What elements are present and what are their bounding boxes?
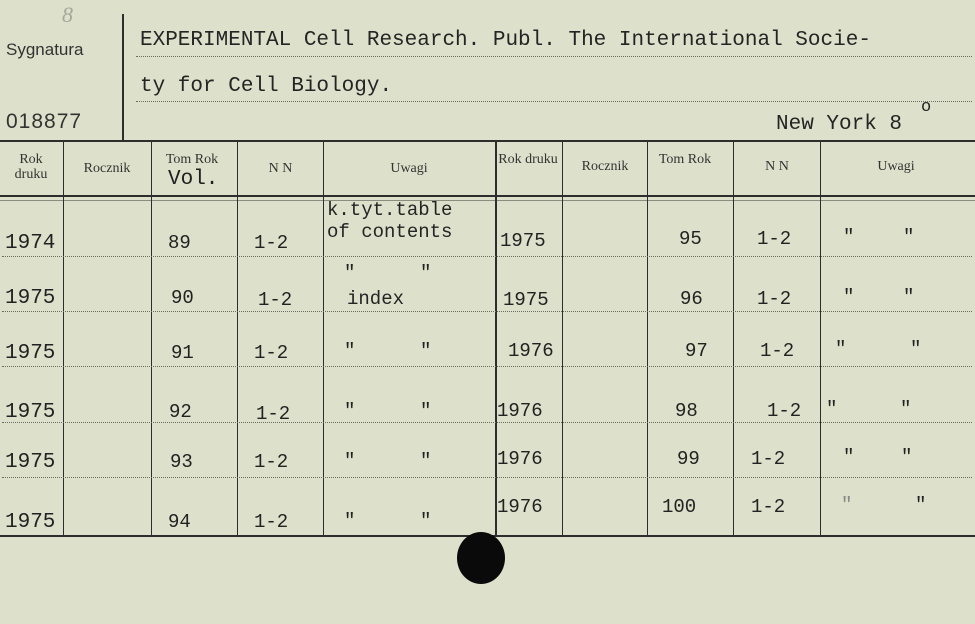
place-of-publication: New York 8 xyxy=(776,113,903,136)
header-tom-rok: Tom Rok xyxy=(658,152,712,167)
ditto-mark: " xyxy=(344,450,356,472)
row-rule xyxy=(2,256,972,257)
volume-cell: 100 xyxy=(662,496,697,518)
year-cell: 1975 xyxy=(5,511,56,534)
punch-hole xyxy=(457,532,505,584)
ditto-mark: " xyxy=(910,338,922,360)
ditto-mark: " xyxy=(826,398,838,420)
ditto-mark: " xyxy=(420,400,432,422)
issues-cell: 1-2 xyxy=(254,232,289,254)
issues-cell: 1-2 xyxy=(757,228,792,250)
issues-cell: 1-2 xyxy=(258,289,293,311)
ditto-mark: " xyxy=(903,226,915,248)
title-rule-2 xyxy=(136,101,972,102)
volume-cell: 93 xyxy=(170,451,193,473)
row-rule xyxy=(2,311,972,312)
ditto-mark: " xyxy=(915,494,927,516)
ditto-mark: " xyxy=(344,262,356,284)
ditto-mark: " xyxy=(843,226,855,248)
header-divider xyxy=(122,14,124,142)
issues-cell: 1-2 xyxy=(254,342,289,364)
header-uwagi: Uwagi xyxy=(877,159,915,174)
ditto-mark: " xyxy=(344,340,356,362)
shelf-mark-label: Sygnatura xyxy=(6,40,84,59)
year-cell: 1975 xyxy=(5,287,56,310)
volume-cell: 96 xyxy=(680,288,703,310)
header-vol-typed: Vol. xyxy=(168,168,219,191)
issues-cell: 1-2 xyxy=(760,340,795,362)
issues-cell: 1-2 xyxy=(767,400,802,422)
row-rule xyxy=(2,366,972,367)
header-rocznik: Rocznik xyxy=(581,159,629,174)
title-line-1: EXPERIMENTAL Cell Research. Publ. The International Socie- xyxy=(140,29,871,52)
year-cell: 1975 xyxy=(500,230,546,252)
header-rocznik: Rocznik xyxy=(83,161,131,176)
year-cell: 1975 xyxy=(503,289,549,311)
note-cell: k.tyt.table xyxy=(327,199,453,221)
header-uwagi: Uwagi xyxy=(390,161,428,176)
ditto-mark: " xyxy=(841,494,853,516)
year-cell: 1975 xyxy=(5,451,56,474)
ditto-mark: " xyxy=(344,400,356,422)
ditto-mark: " xyxy=(901,446,913,468)
ditto-mark: " xyxy=(843,446,855,468)
year-cell: 1976 xyxy=(497,496,543,518)
header-rok-druku: Rok druku xyxy=(498,152,558,167)
volume-cell: 97 xyxy=(685,340,708,362)
issues-cell: 1-2 xyxy=(254,451,289,473)
volume-cell: 92 xyxy=(169,401,192,423)
year-cell: 1974 xyxy=(5,232,56,255)
volume-cell: 98 xyxy=(675,400,698,422)
year-cell: 1976 xyxy=(497,400,543,422)
issues-cell: 1-2 xyxy=(256,403,291,425)
ditto-mark: " xyxy=(420,262,432,284)
volume-cell: 99 xyxy=(677,448,700,470)
table-top-rule xyxy=(0,140,975,142)
ditto-mark: " xyxy=(420,510,432,532)
ditto-mark: " xyxy=(835,338,847,360)
row-rule xyxy=(2,422,972,423)
volume-cell: 89 xyxy=(168,232,191,254)
ditto-mark: " xyxy=(420,450,432,472)
year-cell: 1976 xyxy=(497,448,543,470)
volume-cell: 91 xyxy=(171,342,194,364)
header-nn: N N xyxy=(268,161,293,176)
ditto-mark: " xyxy=(843,286,855,308)
header-nn: N N xyxy=(765,159,789,174)
shelf-mark-number: 018877 xyxy=(6,110,83,133)
table-header-subrule xyxy=(0,200,975,201)
issues-cell: 1-2 xyxy=(757,288,792,310)
year-cell: 1975 xyxy=(5,401,56,424)
table-header-rule xyxy=(0,195,975,197)
ditto-mark: " xyxy=(344,510,356,532)
header-tom-rok: Tom Rok xyxy=(165,152,219,167)
year-cell: 1976 xyxy=(508,340,554,362)
volume-cell: 94 xyxy=(168,511,191,533)
title-rule-1 xyxy=(136,56,972,57)
ditto-mark: " xyxy=(903,286,915,308)
year-cell: 1975 xyxy=(5,342,56,365)
note-cell: of contents xyxy=(327,221,453,243)
ditto-mark: " xyxy=(420,340,432,362)
format-degree-sign: o xyxy=(921,98,932,117)
volume-cell: 95 xyxy=(679,228,702,250)
header-rok-druku: Rok druku xyxy=(14,152,48,182)
issues-cell: 1-2 xyxy=(751,496,786,518)
volume-cell: 90 xyxy=(171,287,194,309)
issues-cell: 1-2 xyxy=(751,448,786,470)
ditto-mark: " xyxy=(900,398,912,420)
title-line-2: ty for Cell Biology. xyxy=(140,75,393,98)
issues-cell: 1-2 xyxy=(254,511,289,533)
row-rule xyxy=(2,477,972,478)
note-cell: index xyxy=(347,288,405,310)
faint-pencil-mark: 8 xyxy=(62,2,73,27)
